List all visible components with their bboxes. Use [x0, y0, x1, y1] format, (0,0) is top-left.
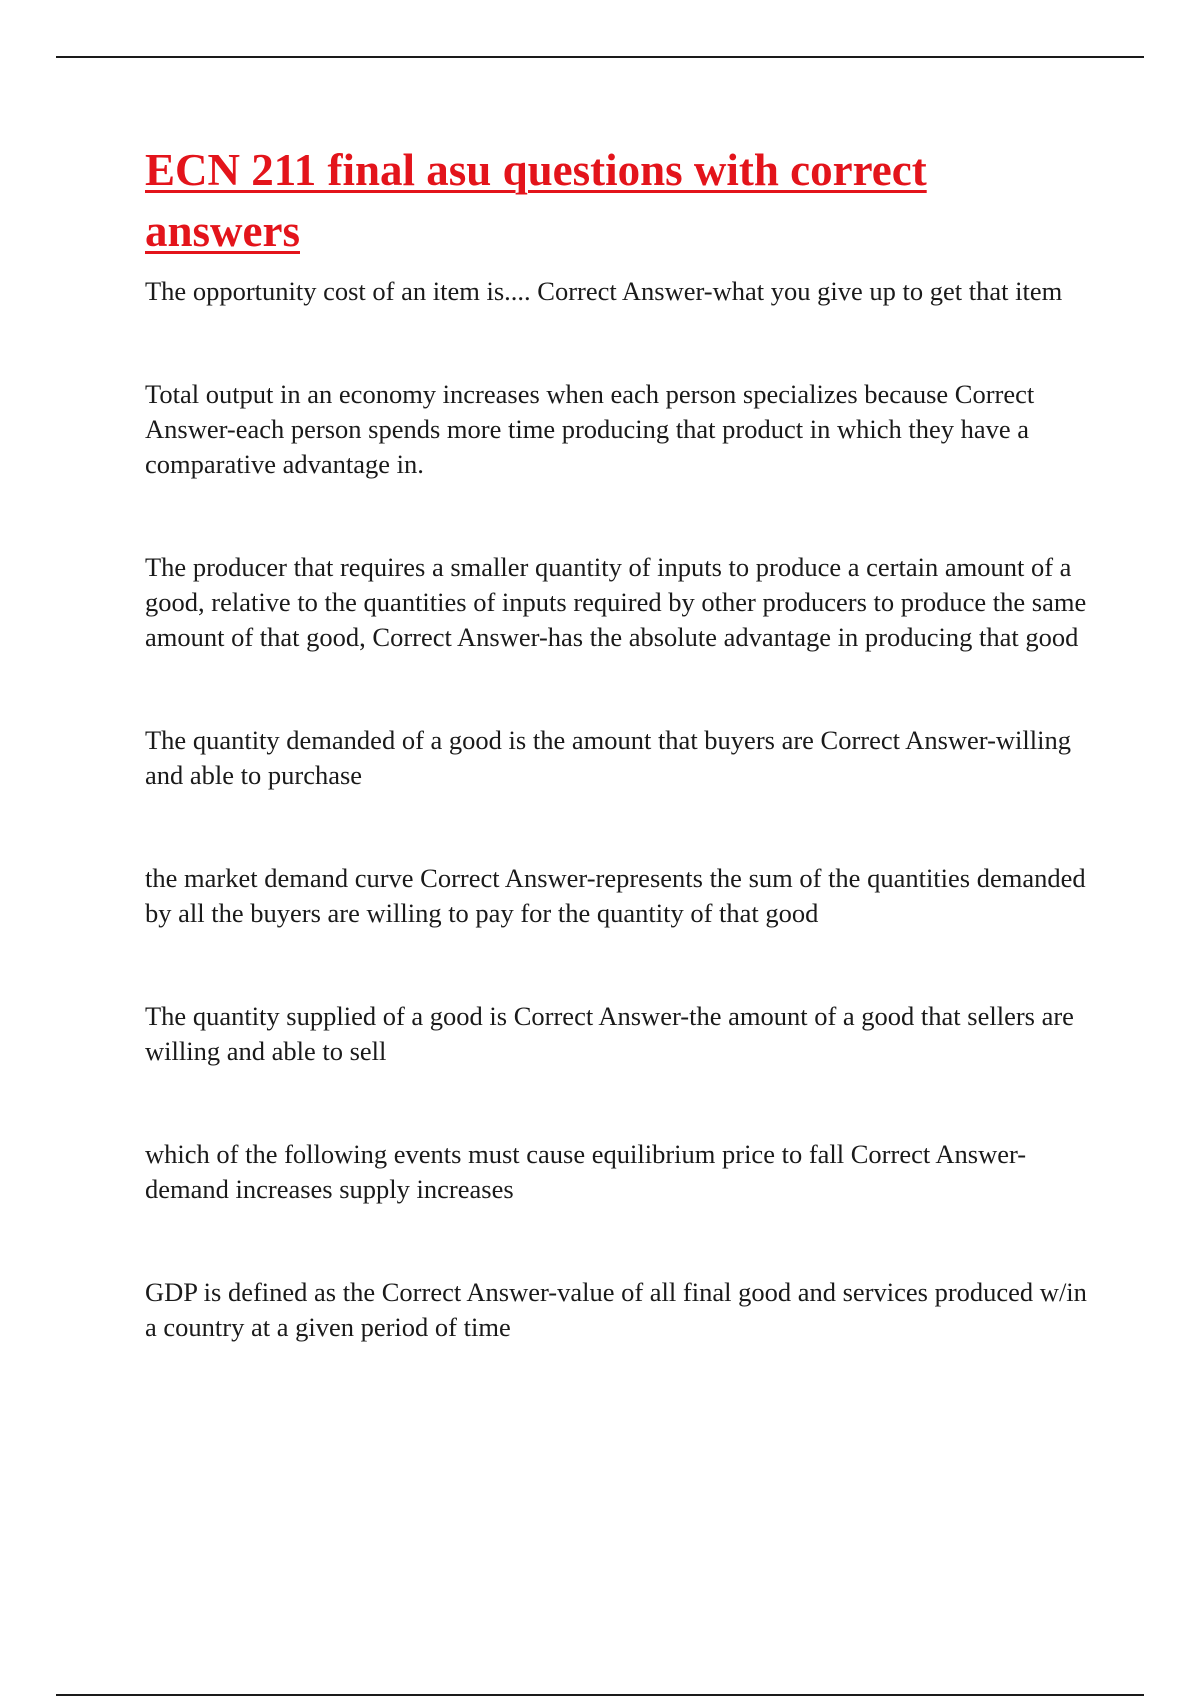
document-title: ECN 211 final asu questions with correct answers — [145, 145, 927, 256]
qa-item: GDP is defined as the Correct Answer-value of all final good and services produced w/in a country at a given period of time — [145, 1277, 1087, 1342]
qa-item: The quantity demanded of a good is the amount that buyers are Correct Answer-willing and able to purchase — [145, 725, 1071, 790]
document-body — [145, 140, 1090, 1345]
qa-item: which of the following events must cause equilibrium price to fall Correct Answer-demand increases supply increases — [145, 1139, 1027, 1204]
qa-item: The quantity supplied of a good is Correct Answer-the amount of a good that sellers are willing and able to sell — [145, 1001, 1074, 1066]
qa-item: the market demand curve Correct Answer-represents the sum of the quantities demanded by all the buyers are willing to pay for the quantity of that good — [145, 863, 1086, 928]
page-top-rule — [56, 56, 1144, 58]
qa-item: The opportunity cost of an item is.... Correct Answer-what you give up to get that item — [145, 276, 1063, 306]
qa-item: Total output in an economy increases when each person specializes because Correct Answer-each person spends more time producing that product in which they have a comparative advantage in. — [145, 379, 1035, 479]
page-bottom-rule — [56, 1694, 1144, 1696]
qa-item: The producer that requires a smaller quantity of inputs to produce a certain amount of a good, relative to the quantities of inputs required by other producers to produce the same amount of that good, Correct Answer-has the absolute advantage in producing that good — [145, 552, 1087, 652]
